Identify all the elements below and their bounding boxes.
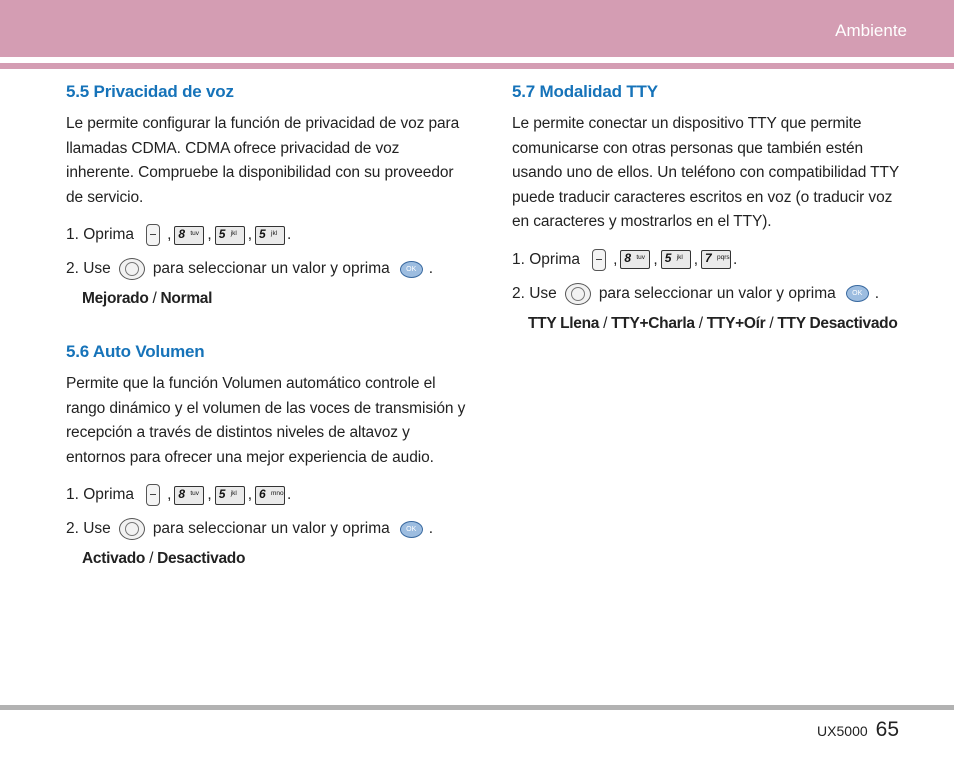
- ok-key-icon: OK: [846, 285, 869, 302]
- key-8-icon: 8 tuv: [174, 486, 204, 505]
- option: Mejorado: [82, 290, 149, 307]
- section-body: Permite que la función Volumen automático controle el rango dinámico y el volumen de las voces de transmisión y recepción a través de distintos niveles de altavoz y entornos para ofrecer una mejor experiencia de audio.: [66, 375, 466, 466]
- step-label: 1. Oprima: [512, 250, 581, 268]
- section-title: 5.5 Privacidad de voz: [66, 82, 234, 101]
- menu-key-icon: [146, 484, 160, 506]
- step-end: .: [428, 260, 434, 277]
- option-list: Mejorado / Normal: [82, 290, 213, 307]
- option: TTY+Oír: [706, 314, 766, 332]
- ok-key-icon: OK: [400, 521, 423, 538]
- step-text: para seleccionar un valor y oprima: [598, 284, 836, 302]
- step-2: [66, 512, 466, 546]
- section-body: Le permite configurar la función de privacidad de voz para llamadas CDMA. CDMA ofrece privacidad de voz inherente. Compruebe la disponibilidad con su proveedor de servicio.: [66, 115, 460, 206]
- navigation-key-icon: [119, 258, 145, 280]
- option: TTY Llena: [528, 314, 600, 332]
- model-name: UX5000: [817, 723, 868, 739]
- key-5-icon: 5 jkl: [215, 226, 245, 245]
- key-5-icon: 5 jkl: [215, 486, 245, 505]
- right-column: [512, 82, 912, 333]
- section-title: 5.7 Modalidad TTY: [512, 82, 658, 101]
- step-text: para seleccionar un valor y oprima: [152, 520, 390, 537]
- key-7-icon: 7 pqrs: [701, 250, 731, 269]
- step-label: 1. Oprima: [66, 486, 135, 503]
- menu-key-icon: [592, 249, 606, 271]
- header-rule: [0, 63, 954, 69]
- menu-key-icon: [146, 224, 160, 246]
- page-header: [0, 0, 954, 57]
- page-footer: [817, 718, 899, 742]
- step-2: [512, 277, 912, 311]
- key-8-icon: 8 tuv: [620, 250, 650, 269]
- left-column: [66, 82, 466, 568]
- key-5-icon: 5 jkl: [255, 226, 285, 245]
- step-end: .: [287, 486, 292, 503]
- step-1: 1. Oprima , 8 tuv , 5 jkl , 7 pqrs .: [512, 243, 912, 277]
- chapter-title: Ambiente: [835, 21, 907, 40]
- option: TTY Desactivado: [777, 314, 898, 332]
- footer-rule: [0, 705, 954, 710]
- step-end: .: [733, 250, 738, 268]
- ok-key-icon: OK: [400, 261, 423, 278]
- step-end: .: [874, 284, 880, 302]
- step-end: .: [287, 226, 292, 243]
- key-5-icon: 5 jkl: [661, 250, 691, 269]
- page-number: 65: [875, 718, 899, 741]
- navigation-key-icon: [119, 518, 145, 540]
- option: TTY+Charla: [611, 314, 695, 332]
- option-list: TTY Llena / TTY+Charla / TTY+Oír / TTY Desactivado: [528, 314, 898, 332]
- section-privacidad-de-voz: [66, 82, 466, 308]
- step-2: [66, 252, 466, 286]
- option: Normal: [160, 290, 213, 307]
- step-label: 2. Use: [512, 284, 557, 302]
- section-title: 5.6 Auto Volumen: [66, 342, 205, 361]
- option: Desactivado: [157, 550, 246, 567]
- step-label: 2. Use: [66, 260, 111, 277]
- option: Activado: [82, 550, 146, 567]
- step-1: 1. Oprima , 8 tuv , 5 jkl , 5 jkl .: [66, 218, 466, 252]
- step-label: 1. Oprima: [66, 226, 135, 243]
- section-body: Le permite conectar un dispositivo TTY que permite comunicarse con otras personas que también estén usando uno de ellos. Un teléfono con compatibilidad TTY puede traducir caracteres escritos en voz (o traducir voz en caracteres y mostrarlos en el TTY).: [512, 115, 899, 230]
- step-text: para seleccionar un valor y oprima: [152, 260, 390, 277]
- step-label: 2. Use: [66, 520, 111, 537]
- section-modalidad-tty: [512, 82, 912, 333]
- step-1: 1. Oprima , 8 tuv , 5 jkl , 6 mno .: [66, 478, 466, 512]
- option-list: Activado / Desactivado: [82, 550, 246, 567]
- navigation-key-icon: [565, 283, 591, 305]
- key-6-icon: 6 mno: [255, 486, 285, 505]
- section-auto-volumen: [66, 342, 466, 568]
- step-end: .: [428, 520, 434, 537]
- key-8-icon: 8 tuv: [174, 226, 204, 245]
